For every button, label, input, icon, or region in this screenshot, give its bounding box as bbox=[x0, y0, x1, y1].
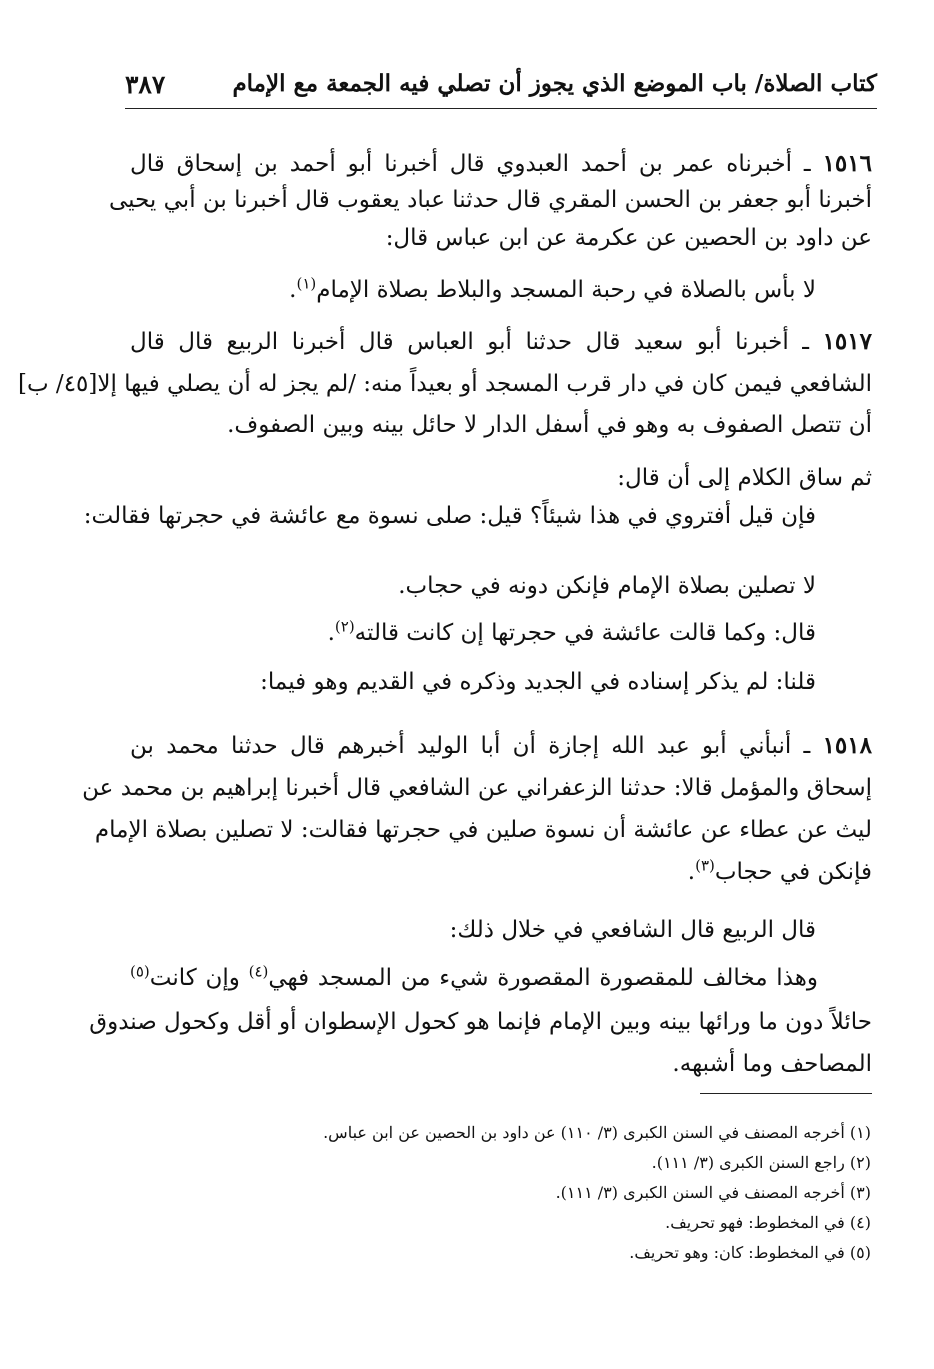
text-line: المصاحف وما أشبهه. bbox=[672, 1051, 872, 1077]
text-line bbox=[130, 322, 872, 362]
footnote: (٥) في المخطوط: كان: وهو تحريف. bbox=[629, 1243, 871, 1262]
hadith-number: ١٥١٨ bbox=[822, 732, 872, 759]
line-text: قال: وكما قالت عائشة في حجرتها إن كانت قالته bbox=[354, 620, 816, 646]
text-line: عن داود بن الحصين عن عكرمة عن ابن عباس قال: bbox=[385, 225, 872, 251]
text-line bbox=[130, 958, 818, 998]
running-head: كتاب الصلاة/ باب الموضع الذي يجوز أن تصلي فيه الجمعة مع الإمام bbox=[232, 70, 877, 97]
footnote: (٤) في المخطوط: فهو تحريف. bbox=[665, 1213, 871, 1232]
text-line: لا تصلين بصلاة الإمام فإنكن دونه في حجاب. bbox=[398, 573, 816, 599]
text-line: فإن قيل أفتروي في هذا شيئاً؟ قيل: صلى نسوة مع عائشة في حجرتها فقالت: bbox=[83, 503, 816, 529]
text-line bbox=[328, 613, 816, 653]
footnote: (٣) أخرجه المصنف في السنن الكبرى (٣/ ١١١). bbox=[555, 1183, 871, 1202]
line-text: وإن كانت bbox=[149, 965, 249, 991]
line-text: فإنكن في حجاب bbox=[714, 859, 872, 885]
text-line: ليث عن عطاء عن عائشة أن نسوة صلين في حجرتها فقالت: لا تصلين بصلاة الإمام bbox=[94, 817, 872, 843]
text-line bbox=[289, 270, 816, 310]
footnote-ref: (١) bbox=[296, 274, 317, 293]
footnote-ref: (٣) bbox=[695, 856, 715, 875]
text-line: أخبرنا أبو جعفر بن الحسن المقري قال حدثنا عباد يعقوب قال أخبرنا بن أبي يحيى bbox=[108, 187, 872, 213]
text-line: أن تتصل الصفوف به وهو في أسفل الدار لا حائل بينه وبين الصفوف. bbox=[227, 412, 872, 438]
text-line bbox=[130, 144, 872, 184]
manuscript-folio-marker: [٤٥/ ب] bbox=[18, 371, 98, 397]
footnote-ref: (٢) bbox=[334, 617, 355, 636]
text-line: الشافعي فيمن كان في دار قرب المسجد أو بعيداً منه: /لم يجز له أن يصلي فيها إلا bbox=[97, 371, 872, 397]
footnote: (٢) راجع السنن الكبرى (٣/ ١١١). bbox=[651, 1153, 871, 1172]
line-text: . bbox=[687, 859, 696, 885]
footnote: (١) أخرجه المصنف في السنن الكبرى (٣/ ١١٠) عن داود بن الحصين عن ابن عباس. bbox=[323, 1123, 871, 1142]
text-line: قال الربيع قال الشافعي في خلال ذلك: bbox=[449, 917, 816, 943]
footnote-ref: (٥) bbox=[130, 962, 150, 981]
hadith-number: ١٥١٧ bbox=[822, 328, 872, 355]
text-line bbox=[130, 726, 872, 766]
footnote-rule bbox=[700, 1093, 872, 1094]
header-rule bbox=[125, 108, 877, 109]
line-text: . bbox=[289, 277, 297, 303]
line-text: ـ أنبأني أبو عبد الله إجازة أن أبا الوليد أخبرهم قال حدثنا محمد بن bbox=[130, 733, 823, 759]
line-text: . bbox=[327, 620, 335, 646]
text-line: إسحاق والمؤمل قالا: حدثنا الزعفراني عن الشافعي قال أخبرنا إبراهيم بن محمد عن bbox=[82, 775, 872, 801]
page-number: ٣٨٧ bbox=[125, 70, 166, 99]
text-line: ثم ساق الكلام إلى أن قال: bbox=[617, 465, 872, 491]
line-text: وهذا مخالف للمقصورة المقصورة شيء من المسجد فهي bbox=[268, 965, 819, 991]
line-text: ـ أخبرنا أبو سعيد قال حدثنا أبو العباس قال أخبرنا الربيع قال قال bbox=[130, 329, 823, 355]
page-header bbox=[125, 66, 877, 110]
line-text: ـ أخبرناه عمر بن أحمد العبدوي قال أخبرنا أبو أحمد بن إسحاق قال bbox=[130, 151, 823, 177]
hadith-number: ١٥١٦ bbox=[822, 150, 872, 177]
text-line: حائلاً دون ما ورائها بينه وبين الإمام فإنما هو كحول الإسطوان أو أقل وكحول صندوق bbox=[89, 1009, 872, 1035]
text-line bbox=[688, 852, 872, 892]
line-text: لا بأس بالصلاة في رحبة المسجد والبلاط بصلاة الإمام bbox=[316, 277, 816, 303]
text-line: قلنا: لم يذكر إسناده في الجديد وذكره في القديم وهو فيما: bbox=[260, 669, 816, 695]
footnote-ref: (٤) bbox=[248, 962, 269, 981]
